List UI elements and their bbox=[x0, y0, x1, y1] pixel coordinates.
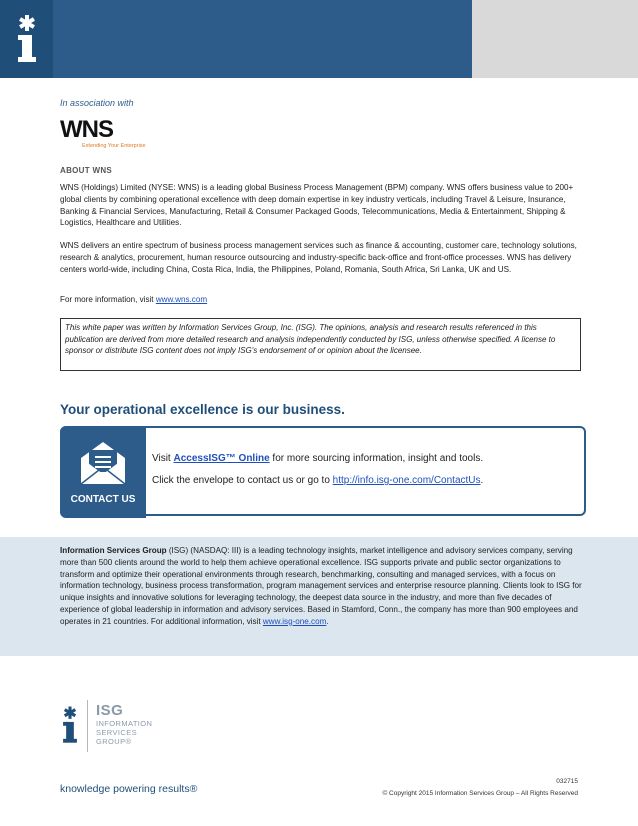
contact-line-1 bbox=[152, 453, 483, 464]
about-paragraph-1: WNS (Holdings) Limited (NYSE: WNS) is a leading global Business Process Management (BPM) company. WNS offers business value to 200+ global clients by combining operational excellence with deep domain expertise in key industry verticals, including Travel & Leisure, Insurance, Banking & Financial Services, Manufacturing, Retail & Consumer Packaged Goods, Telecommunications, Media & Entertainment, Shipping & Logistics, Healthcare and Utilities. bbox=[60, 183, 574, 228]
footer-logo-divider bbox=[87, 700, 88, 752]
accessisg-online-link[interactable]: AccessISG™ Online bbox=[173, 453, 270, 464]
slogan-heading: Your operational excellence is our business. bbox=[60, 402, 345, 417]
footer-tagline: knowledge powering results® bbox=[60, 783, 198, 795]
wns-logo-word: WNS bbox=[60, 116, 113, 143]
brand-isg: ISG bbox=[96, 702, 124, 719]
isg-about-text bbox=[60, 545, 582, 628]
footer-brand-text bbox=[96, 702, 152, 746]
brand-line-3: GROUP® bbox=[96, 737, 132, 746]
isg-website-link[interactable]: www.isg-one.com bbox=[262, 616, 327, 626]
wns-website-link[interactable]: www.wns.com bbox=[155, 295, 208, 304]
about-heading: ABOUT WNS bbox=[60, 166, 113, 175]
brand-line-1: INFORMATION bbox=[96, 719, 153, 728]
about-paragraph-2: WNS delivers an entire spectrum of business process management services such as finance & accounting, customer care, technology solutions, research & analytics, procurement, human resource outsourcing and industry-specific back-office and front-office processes. WNS has delivery centers world-wide, including China, Costa Rica, India, the Philippines, Poland, Romania, South Africa, Sri Lanka, UK and US. bbox=[60, 241, 577, 274]
disclaimer-box: This white paper was written by Information Services Group, Inc. (ISG). The opinions, analysis and research results referenced in this publication are derived from more detailed research and analysis independently conducted by ISG, unless otherwise specified. A license to sponsor or distribute ISG content does not imply ISG's endorsement of or opinion about the licensee. bbox=[60, 318, 581, 371]
header-gray-band bbox=[472, 0, 638, 78]
wns-logo-tagline: Extending Your Enterprise bbox=[82, 143, 146, 149]
about-more-info bbox=[60, 294, 582, 306]
contact-line1-suffix: for more sourcing information, insight and tools. bbox=[269, 453, 484, 464]
contact-line2-suffix: . bbox=[480, 475, 484, 486]
contact-url-link[interactable]: http://info.isg-one.com/ContactUs bbox=[332, 475, 481, 486]
isg-company-name: Information Services Group bbox=[60, 546, 167, 555]
footer-asterisk-i-icon bbox=[60, 700, 80, 750]
header-blue-band bbox=[53, 0, 472, 78]
isg-about-end: . bbox=[326, 616, 329, 626]
isg-about-body: (ISG) (NASDAQ: III) is a leading technology insights, market intelligence and advisory services company, serving more than 500 clients around the world to help them achieve operational excellence. ISG supports private and public sector organizations to transform and optimize their operational environments through research, benchmarking, consulting and managed services, with a focus on information technology, business process transformation, program management services and enterprise resource planning. Clients look to ISG for unique insights and innovative solutions for leveraging technology, the deepest data source in the industry, and more than five decades of experience of global leadership in information and advisory services. Based in Stamford, Conn., the company has more than 900 employees and operates in 21 countries. For additional information, visit bbox=[60, 546, 582, 626]
contact-box bbox=[60, 426, 586, 516]
footer-isg-logo bbox=[60, 700, 80, 755]
envelope-icon[interactable] bbox=[77, 440, 129, 486]
isg-asterisk-i-icon bbox=[14, 13, 40, 65]
brand-line-2: SERVICES bbox=[96, 728, 137, 737]
copyright-notice: © Copyright 2015 Information Services Group – All Rights Reserved bbox=[382, 790, 578, 797]
contact-line2-prefix: Click the envelope to contact us or go to bbox=[152, 475, 333, 486]
association-label: In association with bbox=[60, 98, 134, 108]
isg-logo bbox=[0, 0, 53, 78]
more-info-prefix: For more information, visit bbox=[60, 295, 156, 304]
header-bar bbox=[0, 0, 638, 78]
contact-us-tile[interactable] bbox=[60, 426, 146, 518]
contact-line1-prefix: Visit bbox=[152, 453, 174, 464]
wns-logo bbox=[60, 118, 146, 149]
contact-line-2 bbox=[152, 475, 483, 486]
document-number: 032715 bbox=[556, 778, 578, 785]
contact-us-label[interactable]: CONTACT US bbox=[70, 494, 136, 505]
